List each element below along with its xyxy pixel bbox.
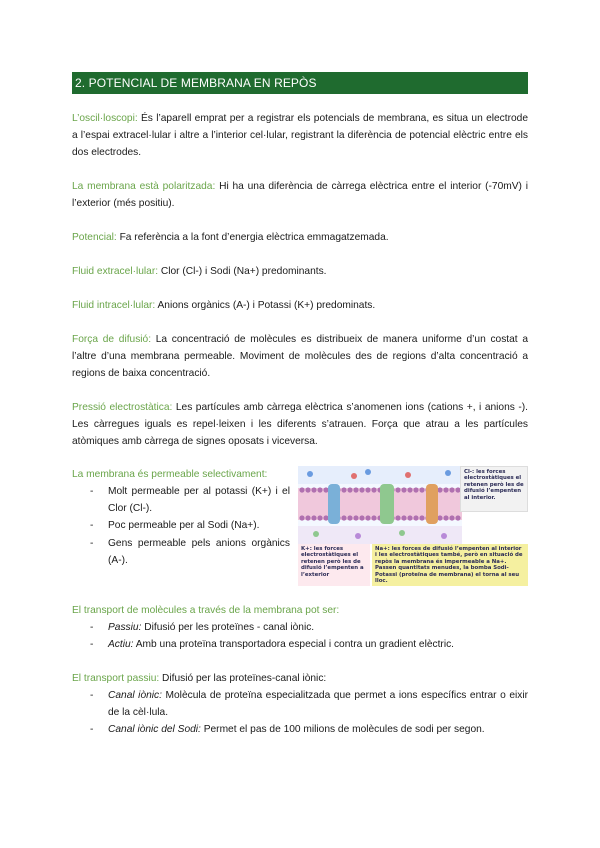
membrane-figure [298,466,528,586]
text-oscilloscopi: És l’aparell emprat per a registrar els potencials de membrana, es situa un electrode a l’espai extracel·lular i altre a l’interior cel·lular, registrant la diferència de potencial elèctric entre els dos electrodes. [72,113,528,159]
text-potencial: Fa referència a la font d’energia elèctrica emmagatzemada. [116,232,389,243]
list-item: - Canal iònic: Molècula de proteïna especialitzada que permet a ions específics entrar o eixir de la cèl·lula. [90,690,529,719]
term-permeable: La membrana és permeable selectivament: [72,469,268,480]
term-difusio: Força de difusió: [72,334,152,345]
list-transport [72,619,528,653]
text-polaritzada: Hi ha una diferència de càrrega elèctrica entre el interior (-70mV) i l’exterior (més positiu). [72,181,528,210]
paragraph-intracel [72,297,528,314]
note-potassium: K+: les forces electrostàtiques el retenen però les de difusió l’empenten a l’exterior [298,544,370,586]
paragraph-transport [72,602,528,619]
list-item: - Passiu: Difusió per les proteïnes - canal iònic. [90,622,315,633]
list-item: - Actiu: Amb una proteïna transportadora especial i contra un gradient elèctric. [90,639,455,651]
list-item: - Molt permeable per al potassi (K+) i el Clor (Cl-). [90,486,290,515]
paragraph-passiu [72,670,528,687]
list-item: - Poc permeable per al Sodi (Na+). [90,520,260,532]
text-difusio: La concentració de molècules es distribueix de manera uniforme d’un costat a l’altre d’una membrana permeable. Moviment de molècules des de regions d’alta concentració a regions de baixa concentració. [72,334,529,380]
term-oscilloscopi: L’oscil·loscopi: [72,113,138,124]
paragraph-potencial [72,229,528,246]
paragraph-polaritzada [72,178,528,212]
term-passiu: El transport passiu: [72,673,160,684]
text-extracel: Clor (Cl-) i Sodi (Na+) predominants. [158,266,327,277]
text-intracel: Anions orgànics (A-) i Potassi (K+) predominats. [155,300,376,311]
text-passiu: Difusió per las proteïnes-canal iònic: [159,673,327,684]
term-polaritzada: La membrana està polaritzada: [72,181,216,192]
list-passiu [72,687,528,739]
paragraph-difusio [72,331,528,383]
paragraph-pressio [72,399,528,451]
paragraph-permeable [72,466,292,483]
paragraph-extracel [72,263,528,280]
ion-channel-protein [380,484,394,524]
note-sodium: Na+: les forces de difusió l’empenten al interior i les electrostàtiques també, però en situació de repòs la membrana és impermeable a Na+. Passen quantitats menudes, la bomba Sodi-Potassi (proteïna de membrana) el torna al seu lloc. [372,544,528,586]
ion-channel-protein [426,484,438,524]
term-extracel: Fluid extracel·lular: [72,266,159,277]
list-permeable [72,483,290,569]
term-transport: El transport de molècules a través de la membrana pot ser: [72,605,340,616]
text-pressio: Les partícules amb càrrega elèctrica s’anomenen ions (cations +, i anions -). Les càrregues iguals es repel·leixen i les diferents s’atrauen. Força que atrau a les partícules atòmiques amb càrrega de signes oposats i viceversa. [72,402,528,448]
ion-channel-protein [328,484,340,524]
term-potencial: Potencial: [72,232,117,243]
section-heading: 2. POTENCIAL DE MEMBRANA EN REPÒS [72,72,528,94]
list-item: - Gens permeable pels anions orgànics (A-). [90,537,290,566]
term-intracel: Fluid intracel·lular: [72,300,156,311]
paragraph-oscilloscopi [72,110,528,162]
list-item: - Canal iònic del Sodi: Permet el pas de 100 milions de molècules de sodi per segon. [90,724,485,736]
term-pressio: Pressió electrostàtica: [72,402,173,413]
note-chloride: Cl-: les forces electrostàtiques el retenen però les de difusió l’empenten al interior. [460,466,528,512]
